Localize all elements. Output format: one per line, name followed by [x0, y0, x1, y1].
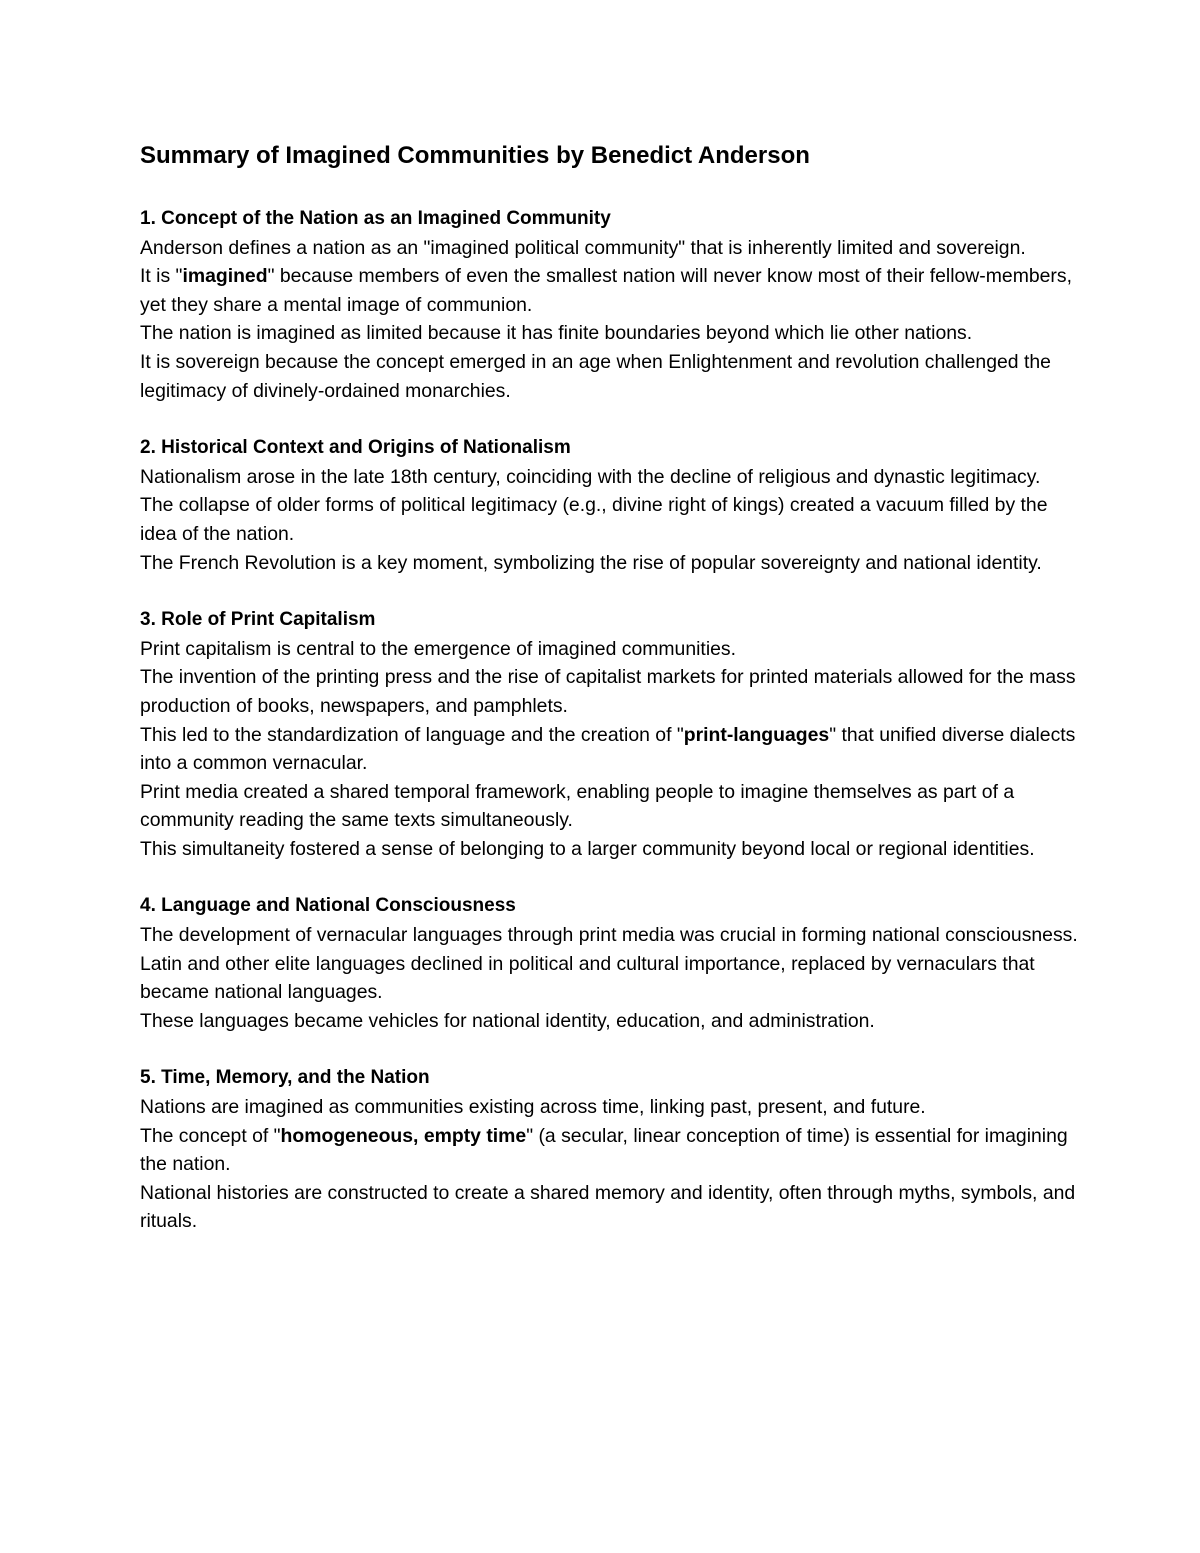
section-heading: 1. Concept of the Nation as an Imagined Community: [140, 208, 611, 229]
text-run: Anderson defines a nation as an "imagined political community" that is inherently limited and sovereign.: [140, 236, 1026, 259]
text-run: Latin and other elite languages declined in political and cultural importance, replaced by vernaculars that became national languages.: [140, 952, 1035, 1004]
section-5: [140, 1064, 1080, 1236]
paragraph: [140, 721, 1080, 778]
paragraph: [140, 778, 1080, 835]
paragraph: [140, 635, 1080, 664]
paragraph: [140, 921, 1080, 950]
section-heading: 2. Historical Context and Origins of Nationalism: [140, 437, 571, 459]
text-run: Print capitalism is central to the emergence of imagined communities.: [140, 637, 736, 660]
paragraph: [140, 262, 1080, 319]
paragraph: [140, 463, 1080, 492]
text-run: The invention of the printing press and the rise of capitalist markets for printed materials allowed for the mass production of books, newspapers, and pamphlets.: [140, 666, 1076, 717]
paragraph: [140, 234, 1080, 263]
paragraph: [140, 348, 1080, 405]
bold-term: homogeneous, empty time: [280, 1124, 527, 1147]
paragraph: [140, 491, 1080, 548]
document-title: Summary of Imagined Communities by Benedict Anderson: [140, 142, 810, 169]
text-run: The nation is imagined as limited because it has finite boundaries beyond which lie other nations.: [140, 322, 973, 345]
paragraph: [140, 1007, 1080, 1036]
text-run: Nationalism arose in the late 18th century, coinciding with the decline of religious and dynastic legitimacy.: [140, 465, 1041, 488]
document-body: [140, 205, 1080, 1236]
text-run: These languages became vehicles for national identity, education, and administration.: [140, 1009, 875, 1032]
paragraph: [140, 1093, 1080, 1122]
paragraph: [140, 319, 1080, 348]
text-run: " that unified diverse dialects into a common vernacular.: [140, 723, 1076, 775]
text-run: The collapse of older forms of political legitimacy (e.g., divine right of kings) created a vacuum filled by the idea of the nation.: [140, 494, 1048, 545]
text-run: " (a secular, linear conception of time) is essential for imagining the nation.: [140, 1124, 1068, 1176]
text-run: The development of vernacular languages through print media was crucial in forming national consciousness.: [140, 924, 1078, 947]
text-run: This led to the standardization of language and the creation of ": [140, 723, 684, 746]
section-1: [140, 205, 1080, 405]
text-run: It is sovereign because the concept emerged in an age when Enlightenment and revolution challenged the legitimacy of divinely-ordained monarchies.: [140, 350, 1051, 402]
text-run: Print media created a shared temporal framework, enabling people to imagine themselves as part of a community reading the same texts simultaneously.: [140, 780, 1015, 832]
paragraph: [140, 950, 1080, 1007]
section-3: [140, 606, 1080, 863]
paragraph: [140, 663, 1080, 720]
paragraph: [140, 1179, 1080, 1236]
text-run: " because members of even the smallest nation will never know most of their fellow-members, yet they share a mental image of communion.: [140, 265, 1072, 316]
paragraph: [140, 549, 1080, 578]
section-heading: 4. Language and National Consciousness: [140, 895, 516, 917]
text-run: This simultaneity fostered a sense of belonging to a larger community beyond local or regional identities.: [140, 837, 1035, 860]
document-page: [140, 140, 1080, 1265]
text-run: The French Revolution is a key moment, symbolizing the rise of popular sovereignty and national identity.: [140, 551, 1042, 574]
section-2: [140, 434, 1080, 577]
paragraph: [140, 835, 1080, 864]
bold-term: print-languages: [683, 723, 830, 746]
section-heading: 5. Time, Memory, and the Nation: [140, 1067, 430, 1089]
section-4: [140, 892, 1080, 1035]
bold-term: imagined: [182, 265, 268, 288]
text-run: The concept of ": [140, 1124, 281, 1147]
paragraph: [140, 1122, 1080, 1179]
section-heading: 3. Role of Print Capitalism: [140, 609, 376, 631]
text-run: National histories are constructed to create a shared memory and identity, often through myths, symbols, and rituals.: [140, 1181, 1076, 1233]
text-run: It is ": [140, 265, 183, 288]
text-run: Nations are imagined as communities existing across time, linking past, present, and future.: [140, 1096, 926, 1119]
